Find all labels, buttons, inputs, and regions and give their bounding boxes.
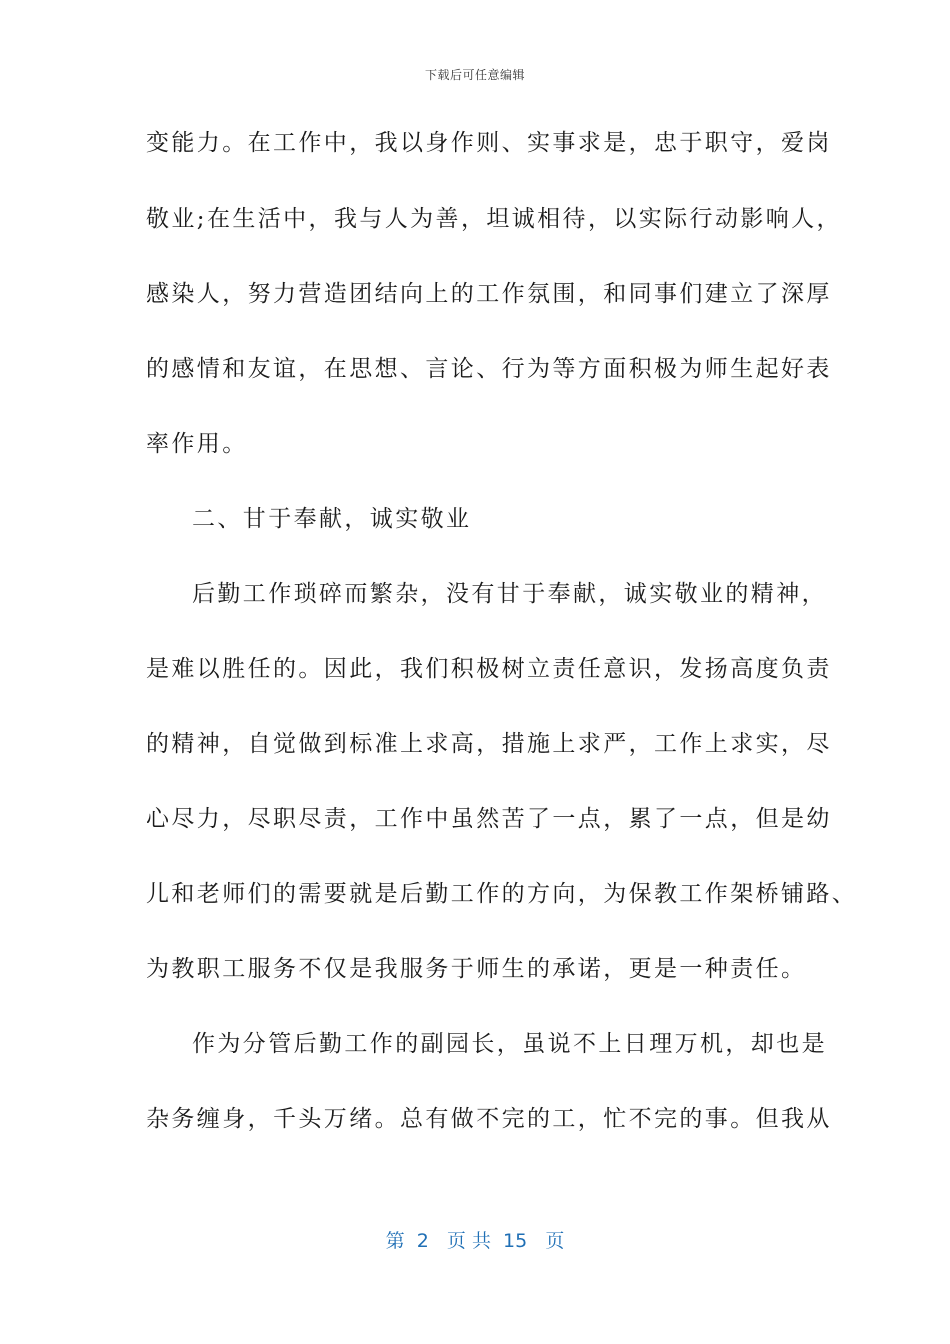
body-line: 为教职工服务不仅是我服务于师生的承诺，更是一种责任。	[146, 956, 807, 982]
body-line: 后勤工作琐碎而繁杂，没有甘于奉献，诚实敬业的精神，	[192, 581, 827, 607]
body-line: 敬业;在生活中，我与人为善，坦诚相待，以实际行动影响人，	[146, 206, 842, 232]
body-line: 率作用。	[146, 431, 248, 457]
body-line: 的精神，自觉做到标准上求高，措施上求严，工作上求实，尽	[146, 731, 832, 757]
body-line: 儿和老师们的需要就是后勤工作的方向，为保教工作架桥铺路、	[146, 881, 858, 907]
page-number: 第 2 页 共 15 页	[385, 1230, 565, 1252]
body-line: 的感情和友谊，在思想、言论、行为等方面积极为师生起好表	[146, 356, 832, 382]
body-line: 作为分管后勤工作的副园长，虽说不上日理万机，却也是	[192, 1031, 827, 1057]
body-line: 变能力。在工作中，我以身作则、实事求是，忠于职守，爱岗	[146, 130, 832, 156]
body-line: 感染人，努力营造团结向上的工作氛围，和同事们建立了深厚	[146, 281, 832, 307]
body-line: 是难以胜任的。因此，我们积极树立责任意识，发扬高度负责	[146, 656, 832, 682]
section-heading: 二、甘于奉献，诚实敬业	[192, 506, 472, 532]
body-line: 心尽力，尽职尽责，工作中虽然苦了一点，累了一点，但是幼	[146, 806, 832, 832]
page-header: 下载后可任意编辑	[424, 68, 525, 82]
body-line: 杂务缠身，千头万绪。总有做不完的工，忙不完的事。但我从	[146, 1106, 832, 1132]
